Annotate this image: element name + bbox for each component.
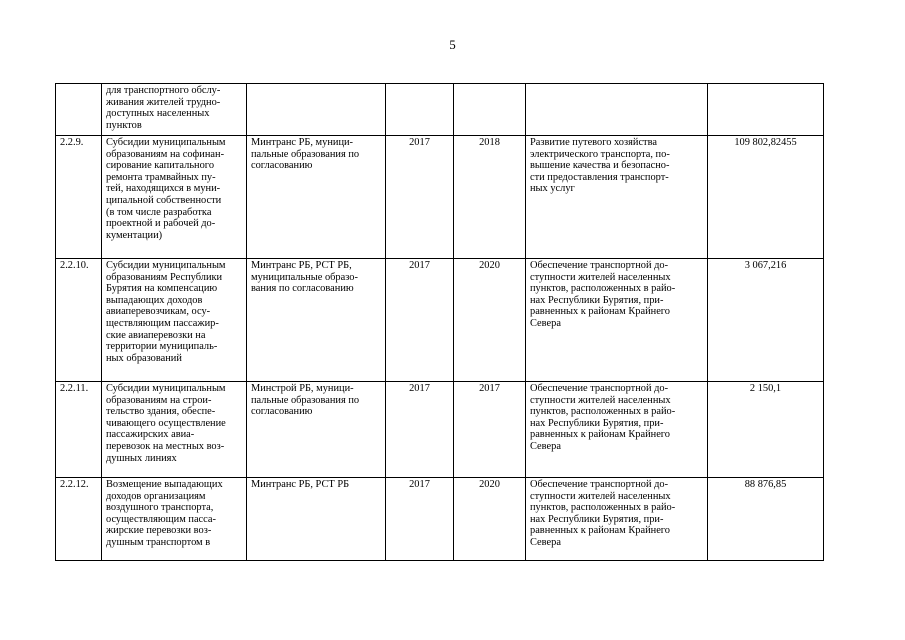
expected-result-cell: Обеспечение транспортной до- ступности жителей населенных пунктов, расположенных в райо- нах Республики Бурятия, при- равненных к районам Крайнего Севера xyxy=(526,478,708,561)
expected-result-cell: Обеспечение транспортной до- ступности жителей населенных пунктов, расположенных в райо- нах Республики Бурятия, при- равненных к районам Крайнего Севера xyxy=(526,259,708,382)
row-number-cell: 2.2.11. xyxy=(56,382,102,478)
start-year-cell: 2017 xyxy=(386,259,454,382)
program-activities-table xyxy=(55,83,824,561)
executor-cell: Минтранс РБ, РСТ РБ, муниципальные образо- вания по согласованию xyxy=(247,259,386,382)
expected-result-cell: Обеспечение транспортной до- ступности жителей населенных пунктов, расположенных в райо- нах Республики Бурятия, при- равненных к районам Крайнего Севера xyxy=(526,382,708,478)
row-number-cell: 2.2.9. xyxy=(56,136,102,259)
row-number-cell: 2.2.10. xyxy=(56,259,102,382)
end-year-cell: 2020 xyxy=(454,259,526,382)
end-year-cell xyxy=(454,84,526,136)
activity-name-cell: Субсидии муниципальным образованиям на софинан- сирование капитального ремонта трамвайных пу- тей, находящихся в муни- ципальной собственности (в том числе разработка проектной и рабочей до- кументации) xyxy=(102,136,247,259)
end-year-cell: 2020 xyxy=(454,478,526,561)
row-number-cell xyxy=(56,84,102,136)
table-row xyxy=(56,84,824,136)
executor-cell xyxy=(247,84,386,136)
expected-result-cell: Развитие путевого хозяйства электрического транспорта, по- вышение качества и безопасно- сти предоставления транспорт- ных услуг xyxy=(526,136,708,259)
amount-cell: 2 150,1 xyxy=(708,382,824,478)
expected-result-cell xyxy=(526,84,708,136)
start-year-cell: 2017 xyxy=(386,382,454,478)
start-year-cell xyxy=(386,84,454,136)
executor-cell: Минтранс РБ, муници- пальные образования по согласованию xyxy=(247,136,386,259)
amount-cell xyxy=(708,84,824,136)
start-year-cell: 2017 xyxy=(386,136,454,259)
end-year-cell: 2017 xyxy=(454,382,526,478)
executor-cell: Минтранс РБ, РСТ РБ xyxy=(247,478,386,561)
table-row xyxy=(56,382,824,478)
row-number-cell: 2.2.12. xyxy=(56,478,102,561)
table-row xyxy=(56,478,824,561)
activity-name-cell: Субсидии муниципальным образованиям Республики Бурятия на компенсацию выпадающих доходов авиаперевозчикам, осу- ществляющим пассажир- ские авиаперевозки на территории муниципаль- ных образований xyxy=(102,259,247,382)
activity-name-cell: для транспортного обслу- живания жителей трудно- доступных населенных пунктов xyxy=(102,84,247,136)
amount-cell: 109 802,82455 xyxy=(708,136,824,259)
activity-name-cell: Возмещение выпадающих доходов организациям воздушного транспорта, осуществляющим пасса- жирские перевозки воз- душным транспортом в xyxy=(102,478,247,561)
end-year-cell: 2018 xyxy=(454,136,526,259)
executor-cell: Минстрой РБ, муници- пальные образования по согласованию xyxy=(247,382,386,478)
activity-name-cell: Субсидии муниципальным образованиям на строи- тельство здания, обеспе- чивающего осуществление пассажирских авиа- перевозок на местных воз- душных линиях xyxy=(102,382,247,478)
table-row xyxy=(56,259,824,382)
start-year-cell: 2017 xyxy=(386,478,454,561)
page-number: 5 xyxy=(449,37,456,52)
amount-cell: 88 876,85 xyxy=(708,478,824,561)
amount-cell: 3 067,216 xyxy=(708,259,824,382)
table-row xyxy=(56,136,824,259)
